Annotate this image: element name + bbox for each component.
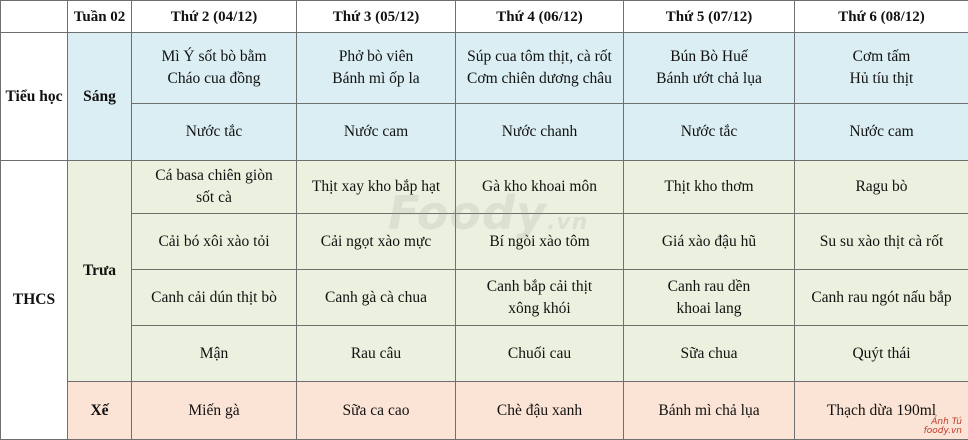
menu-cell: Sữa chua bbox=[624, 326, 795, 382]
session-morning-label: Sáng bbox=[68, 33, 132, 161]
lunch-veg-row bbox=[1, 214, 968, 270]
menu-cell: Mận bbox=[132, 326, 297, 382]
corner-logo: Ảnh Tú foody.vn bbox=[923, 417, 962, 436]
menu-cell: Gà kho khoai môn bbox=[456, 161, 624, 214]
menu-cell: Cá basa chiên giòn sốt cà bbox=[132, 161, 297, 214]
header-row bbox=[1, 1, 968, 33]
menu-cell: Chuối cau bbox=[456, 326, 624, 382]
menu-cell: Nước chanh bbox=[456, 104, 624, 161]
day-header-tue: Thứ 3 (05/12) bbox=[297, 1, 456, 33]
menu-cell: Nước tắc bbox=[624, 104, 795, 161]
menu-cell: Bánh mì chả lụa bbox=[624, 382, 795, 440]
day-header-mon: Thứ 2 (04/12) bbox=[132, 1, 297, 33]
menu-cell: Phở bò viên Bánh mì ốp la bbox=[297, 33, 456, 104]
menu-cell: Cơm tấm Hủ tíu thịt bbox=[795, 33, 968, 104]
menu-cell: Cải bó xôi xào tỏi bbox=[132, 214, 297, 270]
menu-cell: Bún Bò Huế Bánh ướt chả lụa bbox=[624, 33, 795, 104]
menu-cell: Canh bắp cải thịt xông khói bbox=[456, 270, 624, 326]
menu-cell: Quýt thái bbox=[795, 326, 968, 382]
menu-cell: Canh rau dền khoai lang bbox=[624, 270, 795, 326]
day-header-wed: Thứ 4 (06/12) bbox=[456, 1, 624, 33]
lunch-main-row bbox=[1, 161, 968, 214]
snack-row bbox=[1, 382, 968, 440]
menu-cell: Giá xào đậu hũ bbox=[624, 214, 795, 270]
menu-cell: Cải ngọt xào mực bbox=[297, 214, 456, 270]
menu-cell: Su su xào thịt cà rốt bbox=[795, 214, 968, 270]
menu-cell: Súp cua tôm thịt, cà rốt Cơm chiên dương châu bbox=[456, 33, 624, 104]
menu-cell: Thạch dừa 190ml bbox=[795, 382, 968, 440]
menu-cell: Bí ngòi xào tôm bbox=[456, 214, 624, 270]
menu-cell: Nước cam bbox=[297, 104, 456, 161]
menu-cell: Mì Ý sốt bò bằm Cháo cua đồng bbox=[132, 33, 297, 104]
lunch-soup-row bbox=[1, 270, 968, 326]
menu-cell: Nước tắc bbox=[132, 104, 297, 161]
morning-main-row bbox=[1, 33, 968, 104]
day-header-thu: Thứ 5 (07/12) bbox=[624, 1, 795, 33]
school-primary-label: Tiểu học bbox=[1, 33, 68, 161]
session-snack-label: Xế bbox=[68, 382, 132, 440]
school-column-header bbox=[1, 1, 68, 33]
school-secondary-label: THCS bbox=[1, 161, 68, 440]
menu-cell: Canh rau ngót nấu bắp bbox=[795, 270, 968, 326]
menu-cell: Ragu bò bbox=[795, 161, 968, 214]
session-lunch-label: Trưa bbox=[68, 161, 132, 382]
menu-cell: Miến gà bbox=[132, 382, 297, 440]
menu-cell: Chè đậu xanh bbox=[456, 382, 624, 440]
menu-cell: Canh gà cà chua bbox=[297, 270, 456, 326]
menu-cell: Thịt xay kho bắp hạt bbox=[297, 161, 456, 214]
menu-cell: Canh cải dún thịt bò bbox=[132, 270, 297, 326]
menu-cell: Thịt kho thơm bbox=[624, 161, 795, 214]
day-header-fri: Thứ 6 (08/12) bbox=[795, 1, 968, 33]
menu-cell: Sữa ca cao bbox=[297, 382, 456, 440]
week-label: Tuần 02 bbox=[68, 1, 132, 33]
menu-cell: Rau câu bbox=[297, 326, 456, 382]
morning-drink-row bbox=[1, 104, 968, 161]
menu-cell: Nước cam bbox=[795, 104, 968, 161]
lunch-dessert-row bbox=[1, 326, 968, 382]
